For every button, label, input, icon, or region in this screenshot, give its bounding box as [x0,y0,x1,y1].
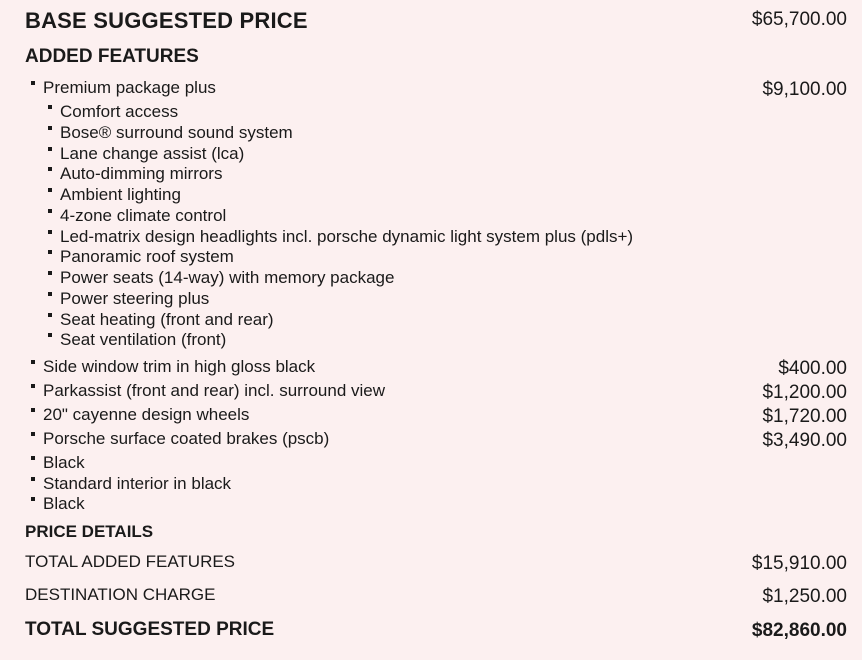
bullet-icon [48,230,52,234]
bullet-icon [31,497,35,501]
destination-charge-value: $1,250.00 [762,586,847,607]
bullet-icon [48,147,52,151]
total-suggested-price-value: $82,860.00 [751,620,847,641]
base-price-label: BASE SUGGESTED PRICE [25,8,308,33]
package-sub-item: Panoramic roof system [48,247,234,267]
bullet-icon [48,292,52,296]
feature-item-price: $1,720.00 [762,406,847,427]
package-sub-item: Power steering plus [48,289,209,309]
package-sub-item: Lane change assist (lca) [48,144,244,164]
bullet-icon [31,384,35,388]
feature-item: Parkassist (front and rear) incl. surround view [31,381,385,401]
package-sub-item: Ambient lighting [48,185,181,205]
package-sub-item: Auto-dimming mirrors [48,164,222,184]
package-sub-item: Seat heating (front and rear) [48,310,274,330]
feature-item-label: Premium package plus [43,78,216,97]
feature-item-premium-package [31,78,216,98]
package-sub-item: Led-matrix design headlights incl. porsche dynamic light system plus (pdls+) [48,227,633,247]
total-added-features-label: TOTAL ADDED FEATURES [25,552,236,571]
feature-item: Side window trim in high gloss black [31,357,315,377]
feature-item-price: $3,490.00 [762,430,847,451]
bullet-icon [48,271,52,275]
bullet-icon [48,105,52,109]
bullet-icon [31,432,35,436]
feature-item: Porsche surface coated brakes (pscb) [31,429,329,449]
package-sub-item: Seat ventilation (front) [48,330,226,350]
bullet-icon [31,81,35,85]
bullet-icon [48,167,52,171]
package-sub-item: Comfort access [48,102,178,122]
bullet-icon [48,126,52,130]
bullet-icon [31,456,35,460]
package-sub-item: 4-zone climate control [48,206,226,226]
feature-item: Standard interior in black [31,474,231,494]
bullet-icon [48,188,52,192]
total-added-features-value: $15,910.00 [751,553,847,574]
price-details-title: PRICE DETAILS [25,522,154,541]
bullet-icon [48,313,52,317]
bullet-icon [31,408,35,412]
base-price-value: $65,700.00 [751,9,847,30]
bullet-icon [48,209,52,213]
bullet-icon [31,477,35,481]
total-suggested-price-label: TOTAL SUGGESTED PRICE [25,619,275,640]
feature-item-price: $9,100.00 [762,79,847,100]
feature-item-price: $400.00 [778,358,847,379]
bullet-icon [48,333,52,337]
added-features-title: ADDED FEATURES [25,46,199,67]
feature-item-price: $1,200.00 [762,382,847,403]
feature-item: Black [31,453,85,473]
destination-charge-label: DESTINATION CHARGE [25,585,216,604]
package-sub-item: Bose® surround sound system [48,123,293,143]
feature-item: 20" cayenne design wheels [31,405,249,425]
bullet-icon [31,360,35,364]
feature-item: Black [31,494,85,514]
bullet-icon [48,250,52,254]
package-sub-item: Power seats (14-way) with memory package [48,268,394,288]
